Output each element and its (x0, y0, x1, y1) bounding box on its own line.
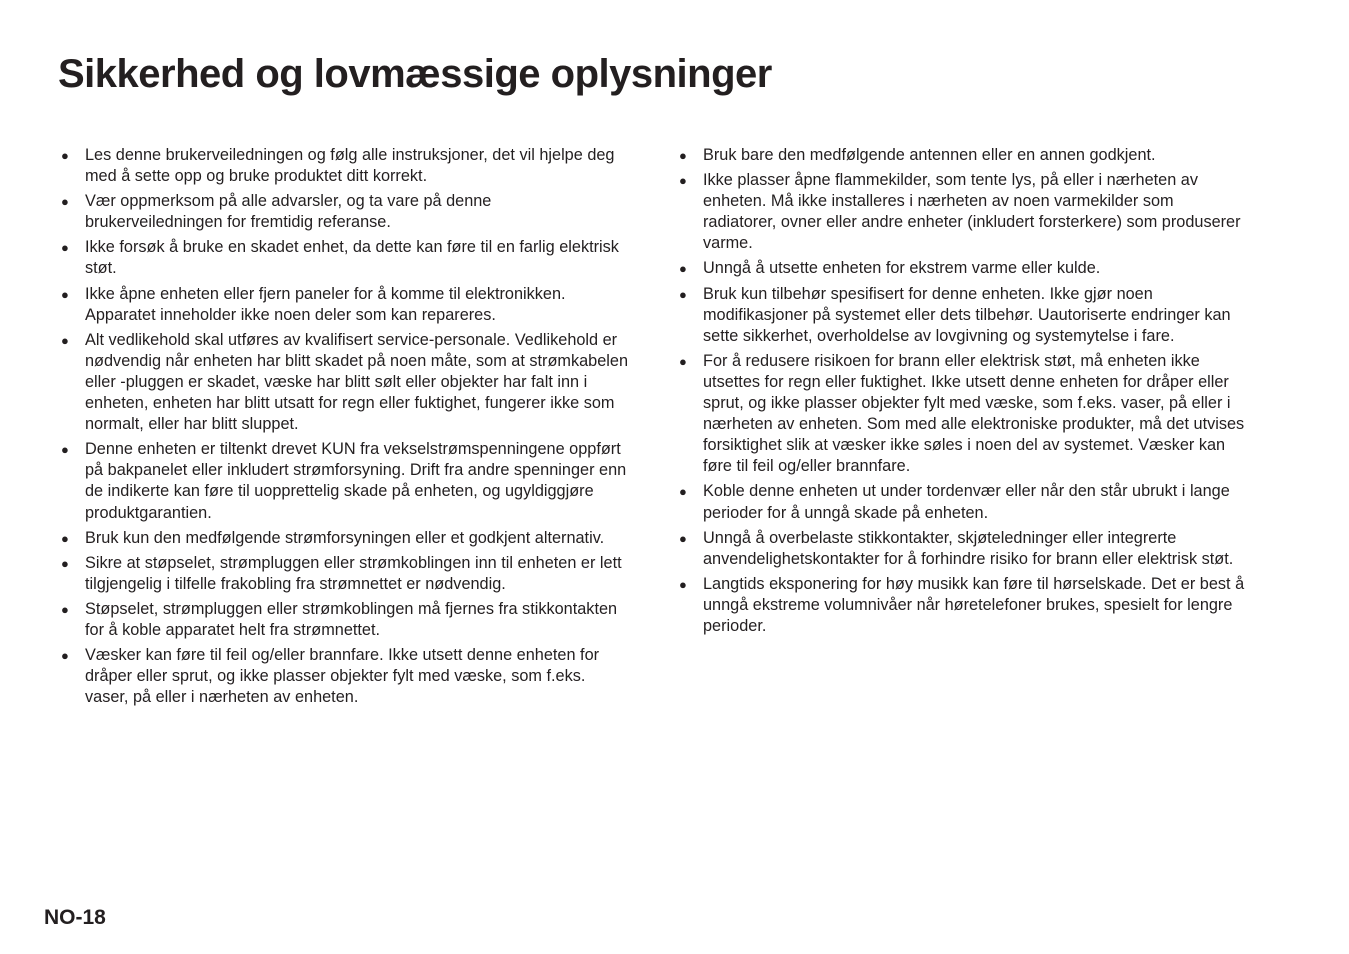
bullet-icon: ● (61, 240, 69, 256)
bullet-icon: ● (679, 484, 687, 500)
bullet-icon: ● (61, 601, 69, 617)
list-item (676, 258, 1248, 279)
list-item (676, 528, 1248, 570)
page-title: Sikkerhed og lovmæssige oplysninger (58, 52, 772, 96)
list-item (676, 574, 1248, 637)
safety-list-left (58, 145, 630, 712)
bullet-icon: ● (679, 576, 687, 592)
list-item (58, 599, 630, 641)
list-item-text: Langtids eksponering for høy musikk kan føre til hørselskade. Det er best å unngå ekstreme volumnivåer når høretelefoner brukes, spesielt for lengre perioder. (703, 574, 1245, 635)
list-item (58, 237, 630, 279)
list-item-text: Bruk kun den medfølgende strømforsyningen eller et godkjent alternativ. (85, 528, 605, 547)
list-item-text: Ikke plasser åpne flammekilder, som tente lys, på eller i nærheten av enheten. Må ikke installeres i nærheten av noen varmekilder som radiatorer, ovner eller andre enheter (inkludert forsterkere) som produserer varme. (703, 171, 1241, 253)
bullet-icon: ● (61, 530, 69, 546)
list-item (58, 145, 630, 187)
list-item (676, 481, 1248, 523)
page-number: NO-18 (44, 906, 106, 929)
list-item (676, 170, 1248, 254)
list-item (58, 284, 630, 326)
list-item (58, 645, 630, 708)
list-item-text: Koble denne enheten ut under tordenvær eller når den står ubrukt i lange perioder for å unngå skade på enheten. (703, 482, 1230, 522)
list-item-text: Ikke åpne enheten eller fjern paneler for å komme til elektronikken. Apparatet inneholder ikke noen deler som kan repareres. (85, 284, 566, 324)
list-item-text: Bruk kun tilbehør spesifisert for denne enheten. Ikke gjør noen modifikasjoner på systemet eller dets tilbehør. Uautoriserte endringer kan sette sikkerhet, overholdelse av lovgivning og systemytelse i fare. (703, 284, 1231, 345)
bullet-icon: ● (61, 442, 69, 458)
bullet-icon: ● (61, 286, 69, 302)
list-item-text: Alt vedlikehold skal utføres av kvalifisert service-personale. Vedlikehold er nødvendig når enheten har blitt skadet på noen måte, som at strømkabelen eller -pluggen er skadet, væske har blitt sølt eller objekter har falt inn i enheten, enheten har blitt utsatt for regn eller fuktighet, fungerer ikke som normalt, eller har blitt sluppet. (85, 330, 629, 434)
list-item-text: Sikre at støpselet, strømpluggen eller strømkoblingen inn til enheten er lett tilgjengelig i tilfelle frakobling fra strømnettet er nødvendig. (85, 553, 622, 593)
bullet-icon: ● (679, 353, 687, 369)
list-item (676, 145, 1248, 166)
bullet-icon: ● (61, 332, 69, 348)
list-item (676, 351, 1248, 478)
bullet-icon: ● (61, 555, 69, 571)
bullet-icon: ● (61, 648, 69, 664)
list-item-text: Bruk bare den medfølgende antennen eller en annen godkjent. (703, 146, 1156, 164)
list-item-text: Unngå å overbelaste stikkontakter, skjøteledninger eller integrerte anvendelighetskontakter for å forhindre risiko for brann eller elektrisk støt. (703, 528, 1234, 568)
list-item (58, 330, 630, 435)
bullet-icon: ● (61, 194, 69, 210)
list-item-text: Støpselet, strømpluggen eller strømkoblingen må fjernes fra stikkontakten for å koble apparatet helt fra strømnettet. (85, 599, 618, 639)
list-item (58, 439, 630, 523)
list-item-text: Væsker kan føre til feil og/eller brannfare. Ikke utsett denne enheten for dråper eller sprut, og ikke plasser objekter fylt med væske, som f.eks. vaser, på eller i nærheten av enheten. (85, 646, 600, 707)
list-item (58, 191, 630, 233)
list-item-text: Vær oppmerksom på alle advarsler, og ta vare på denne brukerveiledningen for fremtidig referanse. (85, 192, 492, 232)
bullet-icon: ● (679, 261, 687, 277)
bullet-icon: ● (679, 173, 687, 189)
bullet-icon: ● (61, 148, 69, 163)
safety-list-right (676, 145, 1248, 641)
list-item-text: Ikke forsøk å bruke en skadet enhet, da dette kan føre til en farlig elektrisk støt. (85, 238, 619, 278)
list-item (58, 553, 630, 595)
list-item (58, 528, 630, 549)
list-item-text: Unngå å utsette enheten for ekstrem varme eller kulde. (703, 259, 1101, 278)
list-item-text: Denne enheten er tiltenkt drevet KUN fra vekselstrømspenningene oppført på bakpanelet eller inkludert strømforsyning. Drift fra andre spenninger enn de indikerte kan føre til uopprettelig skade på enheten, og ugyldiggjøre produktgarantien. (85, 440, 627, 522)
bullet-icon: ● (679, 148, 687, 163)
bullet-icon: ● (679, 530, 687, 546)
list-item (676, 284, 1248, 347)
list-item-text: For å redusere risikoen for brann eller elektrisk støt, må enheten ikke utsettes for regn eller fuktighet. Ikke utsett denne enheten for dråper eller sprut, og ikke plasser objekter fylt med væske, som f.eks. vaser, på eller i nærheten av enheten. Som med alle elektroniske produkter, må det utvises forsiktighet slik at væsker ikke søles i noen del av systemet. Væsker kan føre til feil og/eller brannfare. (703, 351, 1245, 476)
list-item-text: Les denne brukerveiledningen og følg alle instruksjoner, det vil hjelpe deg med å sette opp og bruke produktet ditt korrekt. (85, 146, 615, 186)
bullet-icon: ● (679, 286, 687, 302)
